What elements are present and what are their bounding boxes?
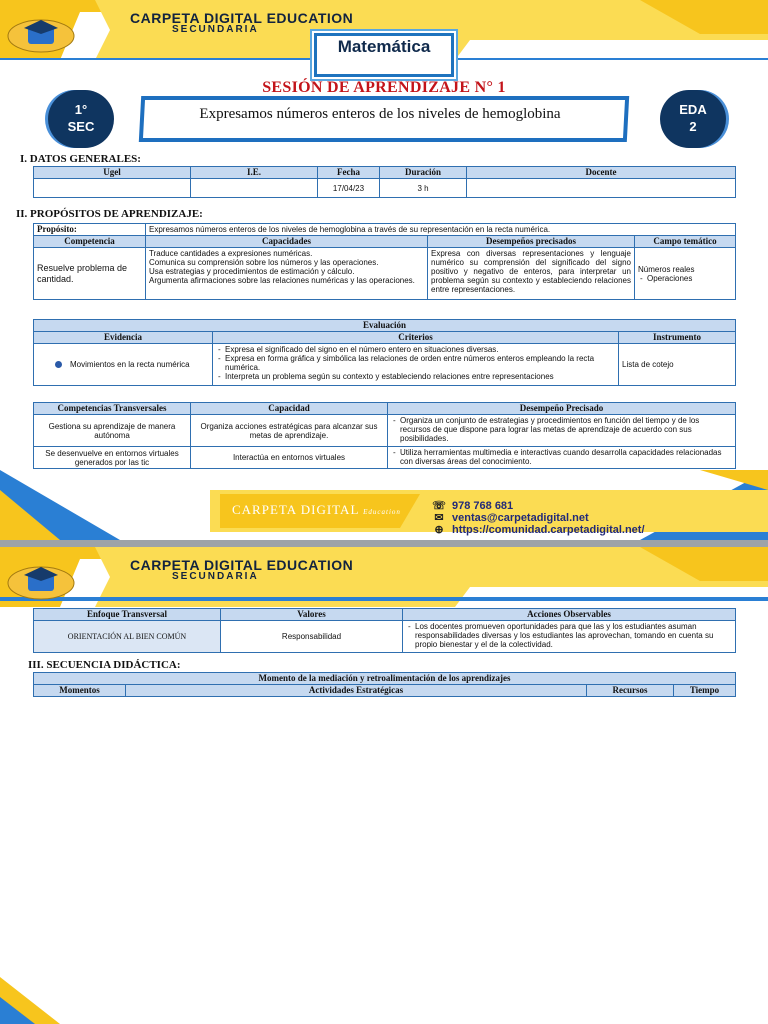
col-valores: Valores <box>221 609 403 621</box>
criterio-item: - Expresa el significado del signo en el número entero en situaciones diversas. <box>225 345 615 354</box>
enfoque-table <box>33 608 736 653</box>
page-2-corner-decoration <box>0 977 120 1024</box>
campo-cell <box>635 248 736 300</box>
footer-contact <box>432 500 645 536</box>
criterio-item: - Expresa en forma gráfica y simbólica las relaciones de orden entre números enteros empleando la recta numérica. <box>225 354 615 372</box>
col-competencia: Competencia <box>34 236 146 248</box>
footer-logo-small: Education <box>363 508 401 516</box>
col-campo: Campo temático <box>635 236 736 248</box>
cell-ie <box>191 179 318 198</box>
secuencia-table <box>33 672 736 697</box>
evidencia-text: Movimientos en la recta numérica <box>70 360 190 369</box>
datos-generales-table <box>33 166 736 198</box>
propositos-table <box>33 223 736 300</box>
transversal-competencia: Gestiona su aprendizaje de manera autónoma <box>34 415 191 447</box>
lesson-title: Expresamos números enteros de los niveles de hemoglobina <box>199 106 561 122</box>
footer-logo <box>232 502 401 518</box>
col-recursos: Recursos <box>587 685 674 697</box>
secuencia-title: Momento de la mediación y retroalimentación de los aprendizajes <box>34 673 736 685</box>
col-comp-transversales: Competencias Transversales <box>34 403 191 415</box>
col-ugel: Ugel <box>34 167 191 179</box>
capacidad-item: Comunica su comprensión sobre los números y las operaciones. <box>149 258 379 267</box>
col-ie: I.E. <box>191 167 318 179</box>
evidencia-cell <box>34 344 213 386</box>
col-evidencia: Evidencia <box>34 332 213 344</box>
campo-title: Números reales <box>638 264 695 274</box>
brand-subtitle: SECUNDARIA <box>172 571 259 582</box>
footer-email[interactable]: ventas@carpetadigital.net <box>452 512 589 524</box>
purpose-label: Propósito: <box>34 224 146 236</box>
footer-logo-text: CARPETA DIGITAL <box>232 502 359 517</box>
desempeno-item: - Utiliza herramientas multimedia e interactivas cuando desarrolla capacidades relacionadas con diversas áreas del conocimiento. <box>400 448 732 466</box>
logo-icon <box>6 561 76 601</box>
section-3-heading: III. SECUENCIA DIDÁCTICA: <box>28 659 181 671</box>
desempeno-item: - Organiza un conjunto de estrategias y procedimientos en función del tiempo y de los recursos de que dispone para lograr las metas de aprendizaje de acuerdo con sus posibilidades. <box>400 416 732 443</box>
grade-badge <box>48 90 114 148</box>
grade-line1: 1° <box>74 102 88 117</box>
col-actividades: Actividades Estratégicas <box>126 685 587 697</box>
transversal-desempeno <box>388 447 736 469</box>
col-capacidades: Capacidades <box>146 236 428 248</box>
subject-box <box>314 33 454 77</box>
cell-fecha: 17/04/23 <box>318 179 380 198</box>
page-separator <box>0 540 768 547</box>
competencia-cell: Resuelve problema de cantidad. <box>34 248 146 300</box>
page-2 <box>0 547 768 1024</box>
col-duracion: Duración <box>380 167 467 179</box>
col-momentos: Momentos <box>34 685 126 697</box>
footer-phone: 978 768 681 <box>452 500 514 512</box>
logo-icon <box>6 14 76 54</box>
eda-line1: EDA <box>679 102 707 117</box>
session-title: SESIÓN DE APRENDIZAJE N° 1 <box>262 79 506 96</box>
section-1-heading: I. DATOS GENERALES: <box>20 153 141 165</box>
section-2-heading: II. PROPÓSITOS DE APRENDIZAJE: <box>16 208 203 220</box>
email-icon: ✉ <box>434 512 444 524</box>
grade-line2: SEC <box>67 119 95 134</box>
col-criterios: Criterios <box>213 332 619 344</box>
capacidad-item: Argumenta afirmaciones sobre las relaciones numéricas y las operaciones. <box>149 276 415 285</box>
col-capacidad: Capacidad <box>191 403 388 415</box>
acciones-cell <box>403 621 736 653</box>
brand-subtitle: SECUNDARIA <box>172 24 259 35</box>
instrumento-cell: Lista de cotejo <box>619 344 736 386</box>
col-tiempo: Tiempo <box>674 685 736 697</box>
criterio-item: - Interpreta un problema según su contexto y estableciendo relaciones entre representaciones <box>225 372 615 381</box>
transversal-competencia: Se desenvuelve en entornos virtuales generados por las tic <box>34 447 191 469</box>
cell-docente <box>467 179 736 198</box>
col-instrumento: Instrumento <box>619 332 736 344</box>
enfoque-cell: ORIENTACIÓN AL BIEN COMÚN <box>34 621 221 653</box>
transversal-capacidad: Organiza acciones estratégicas para alcanzar sus metas de aprendizaje. <box>191 415 388 447</box>
col-desempeno-precisado: Desempeño Precisado <box>388 403 736 415</box>
col-fecha: Fecha <box>318 167 380 179</box>
capacidad-item: Usa estrategias y procedimientos de estimación y cálculo. <box>149 267 355 276</box>
evaluacion-table <box>33 319 736 386</box>
col-docente: Docente <box>467 167 736 179</box>
transversal-desempeno <box>388 415 736 447</box>
globe-icon: ⊕ <box>434 524 444 536</box>
lesson-title-box <box>140 96 630 144</box>
capacidades-cell <box>146 248 428 300</box>
cell-duracion: 3 h <box>380 179 467 198</box>
cell-ugel <box>34 179 191 198</box>
brand-title: CARPETA DIGITAL EDUCATION <box>130 10 354 26</box>
transversales-table <box>33 402 736 469</box>
phone-icon: ☏ <box>432 500 446 512</box>
eda-line2: 2 <box>689 119 697 134</box>
eda-badge <box>660 90 726 148</box>
col-enfoque: Enfoque Transversal <box>34 609 221 621</box>
evaluacion-title: Evaluación <box>34 320 736 332</box>
col-acciones: Acciones Observables <box>403 609 736 621</box>
accion-item: - Los docentes promueven oportunidades para que las y los estudiantes asuman responsabilidades diversas y los estudiantes las aprovechan, tomando en cuenta su propio bienestar y el de la colectividad. <box>415 622 732 649</box>
subject-label: Matemática <box>337 37 431 56</box>
valor-cell: Responsabilidad <box>221 621 403 653</box>
bullet-icon <box>55 361 62 368</box>
footer-web[interactable]: https://comunidad.carpetadigital.net/ <box>452 524 645 536</box>
criterios-cell <box>213 344 619 386</box>
brand-title: CARPETA DIGITAL EDUCATION <box>130 557 354 573</box>
transversal-capacidad: Interactúa en entornos virtuales <box>191 447 388 469</box>
capacidad-item: Traduce cantidades a expresiones numéricas. <box>149 249 313 258</box>
col-desempenos: Desempeños precisados <box>428 236 635 248</box>
campo-item: - Operaciones <box>647 274 732 283</box>
desempenos-cell: Expresa con diversas representaciones y lenguaje numérico su comprensión del significado del signo positivo y negativo de enteros, para interpretar un problema según su contexto y estableciendo relaciones entre representaciones. <box>428 248 635 300</box>
header-banner <box>0 547 768 607</box>
purpose-text: Expresamos números enteros de los niveles de hemoglobina a través de su representación en la recta numérica. <box>146 224 736 236</box>
